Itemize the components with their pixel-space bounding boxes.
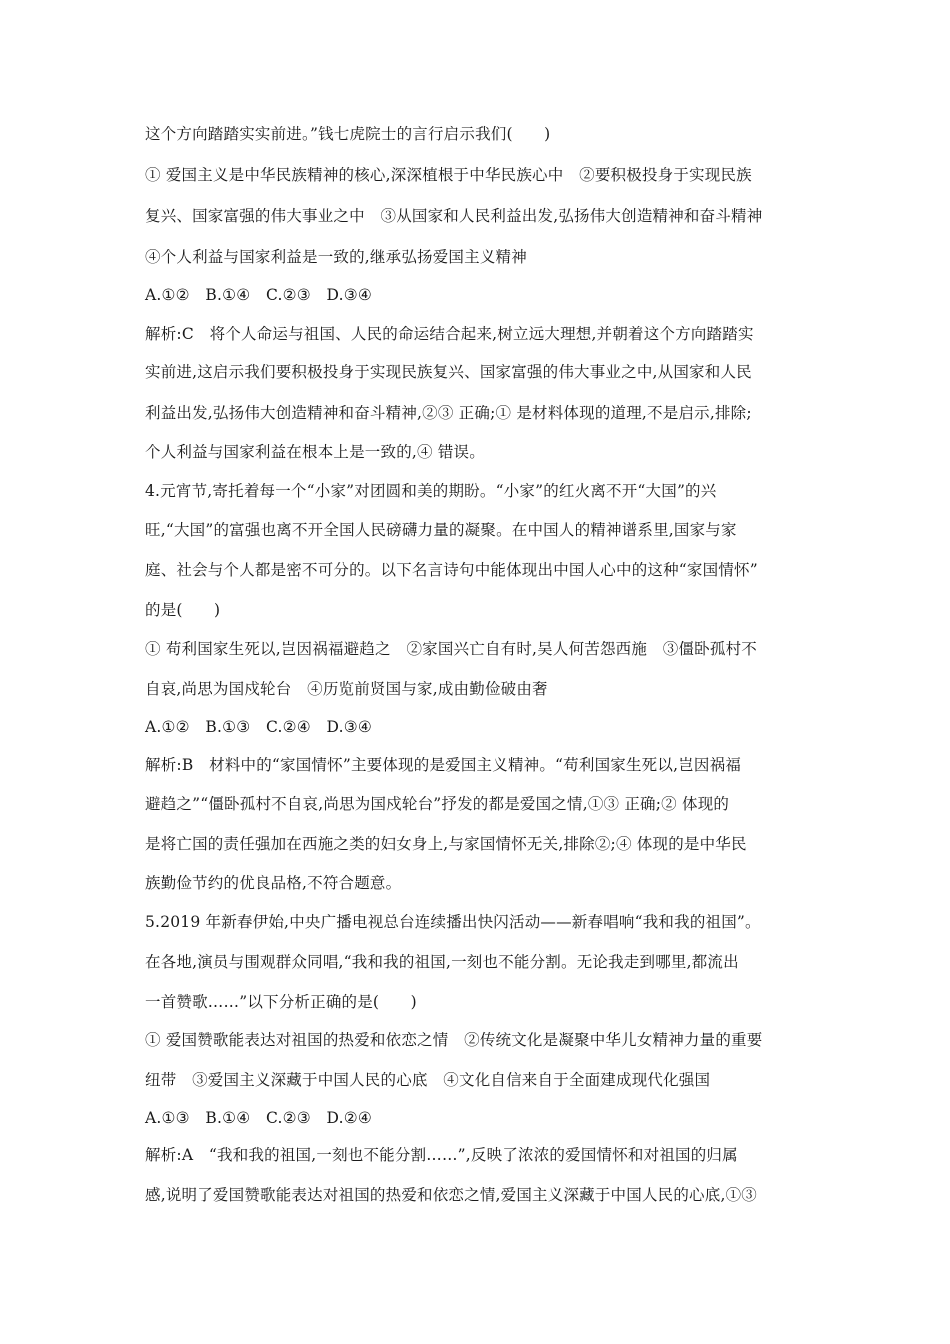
question-5-stem: 在各地,演员与围观群众同唱,“我和我的祖国,一刻也不能分割。无论我走到哪里,都流出 [145,953,739,971]
question-5-option-item: ① 爱国赞歌能表达对祖国的热爱和依恋之情 ②传统文化是凝聚中华儿女精神力量的重要 [145,1031,763,1049]
question-3-analysis: 利益出发,弘扬伟大创造精神和奋斗精神,②③ 正确;① 是材料体现的道理,不是启示,排除; [145,404,752,422]
question-3-choices: A.①② B.①④ C.②③ D.③④ [145,286,372,304]
question-5-analysis: 解析:A “我和我的祖国,一刻也不能分割……”,反映了浓浓的爱国情怀和对祖国的归属 [145,1146,738,1164]
question-3-analysis: 个人利益与国家利益在根本上是一致的,④ 错误。 [145,443,485,461]
question-3-option-item: ① 爱国主义是中华民族精神的核心,深深植根于中华民族心中 ②要积极投身于实现民族 [145,166,752,184]
question-3-analysis: 解析:C 将个人命运与祖国、人民的命运结合起来,树立远大理想,并朝着这个方向踏踏实 [145,325,754,343]
question-5-stem: 5.2019 年新春伊始,中央广播电视总台连续播出快闪活动——新春唱响“我和我的祖国”。 [145,913,761,931]
question-4-analysis: 是将亡国的责任强加在西施之类的妇女身上,与家国情怀无关,排除②;④ 体现的是中华民 [145,835,747,853]
question-4-stem: 庭、社会与个人都是密不可分的。以下名言诗句中能体现出中国人心中的这种“家国情怀” [145,561,758,579]
question-5-analysis: 感,说明了爱国赞歌能表达对祖国的热爱和依恋之情,爱国主义深藏于中国人民的心底,①③ [145,1186,757,1204]
question-4-option-item: 自哀,尚思为国戍轮台 ④历览前贤国与家,成由勤俭破由奢 [145,680,548,698]
question-4-option-item: ① 苟利国家生死以,岂因祸福避趋之 ②家国兴亡自有时,吴人何苦怨西施 ③僵卧孤村不 [145,640,757,658]
question-4-analysis: 避趋之”“僵卧孤村不自哀,尚思为国戍轮台”抒发的都是爱国之情,①③ 正确;② 体现的 [145,795,730,813]
question-3-option-item: ④个人利益与国家利益是一致的,继承弘扬爱国主义精神 [145,248,527,266]
question-4-stem: 旺,“大国”的富强也离不开全国人民磅礴力量的凝聚。在中国人的精神谱系里,国家与家 [145,521,737,539]
question-5-option-item: 纽带 ③爱国主义深藏于中国人民的心底 ④文化自信来自于全面建成现代化强国 [145,1071,711,1089]
question-4-stem: 的是( ) [145,601,221,619]
question-4-analysis: 族勤俭节约的优良品格,不符合题意。 [145,874,402,892]
question-3-option-item: 复兴、国家富强的伟大事业之中 ③从国家和人民利益出发,弘扬伟大创造精神和奋斗精神 [145,207,763,225]
question-4-stem: 4.元宵节,寄托着每一个“小家”对团圆和美的期盼。“小家”的红火离不开“大国”的兴 [145,482,717,500]
question-4-choices: A.①② B.①③ C.②④ D.③④ [145,718,372,736]
question-5-stem: 一首赞歌……”以下分析正确的是( ) [145,993,417,1011]
text-line: 这个方向踏踏实实前进。”钱七虎院士的言行启示我们( ) [145,125,551,143]
question-5-choices: A.①③ B.①④ C.②③ D.②④ [145,1109,372,1127]
question-4-analysis: 解析:B 材料中的“家国情怀”主要体现的是爱国主义精神。“苟利国家生死以,岂因祸福 [145,756,742,774]
question-3-analysis: 实前进,这启示我们要积极投身于实现民族复兴、国家富强的伟大事业之中,从国家和人民 [145,363,752,381]
